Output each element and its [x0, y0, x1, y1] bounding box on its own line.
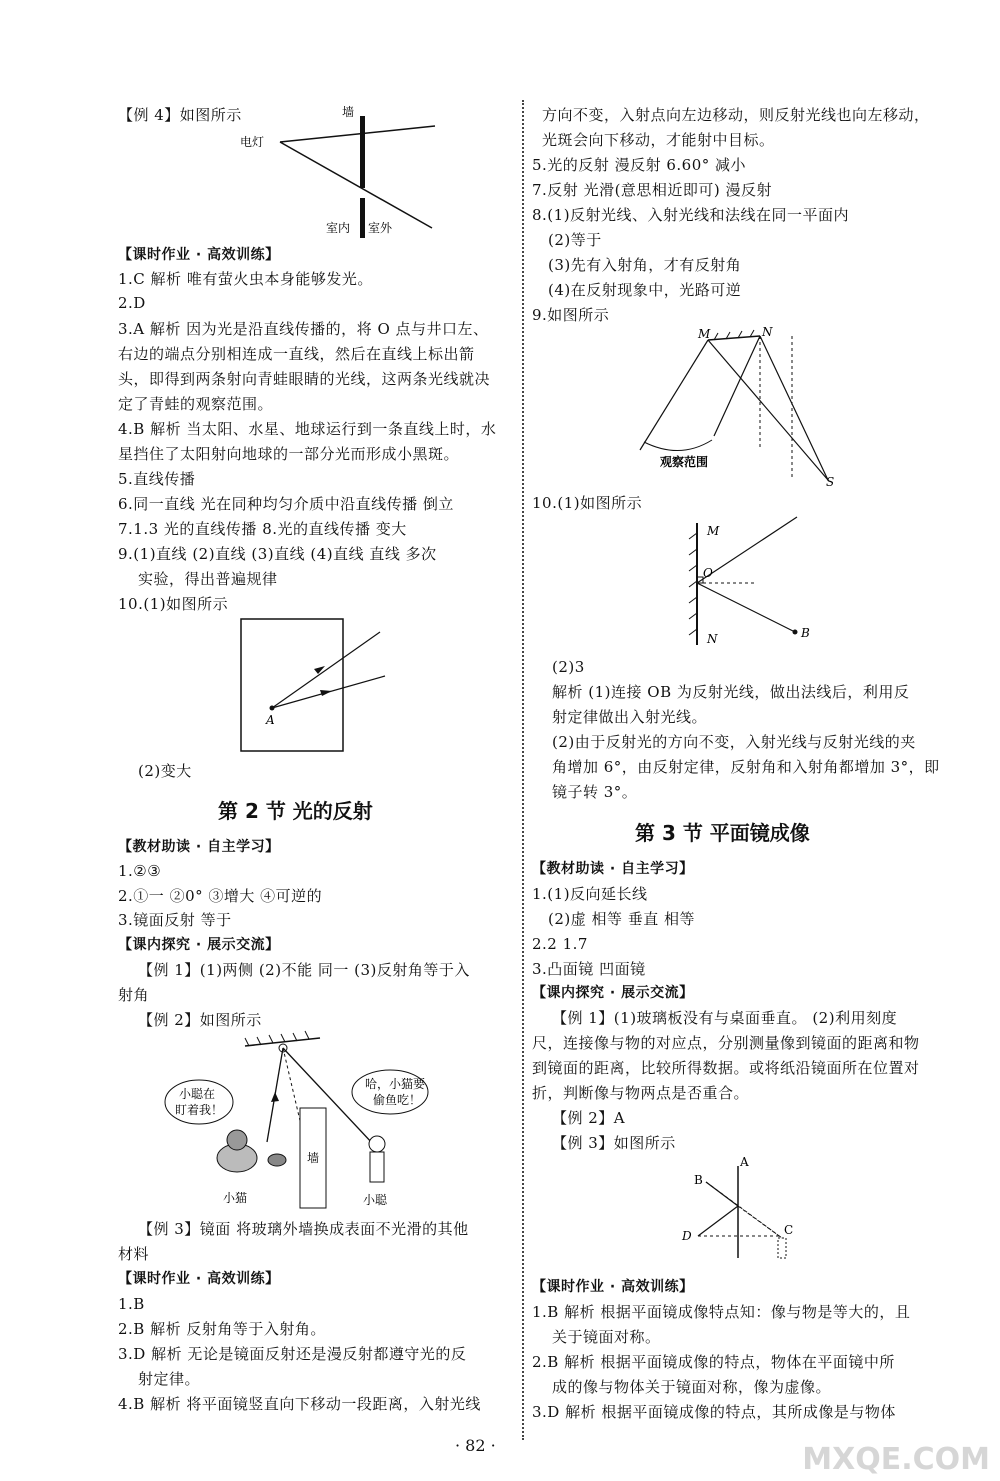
cat-label: 小猫: [223, 1191, 248, 1205]
point-o-label: O: [703, 566, 713, 580]
figure-observation-range: [640, 325, 840, 494]
figure-plane-mirror: [680, 1155, 800, 1267]
bubble-boy-line2: 偷鱼吃！: [373, 1093, 422, 1107]
text-line: 镜子转 3°。: [552, 783, 638, 801]
text-line: 定了青蛙的观察范围。: [118, 395, 274, 413]
text-line: 4.B 解析 将平面镜竖直向下移动一段距离，入射光线: [118, 1395, 481, 1413]
text-line: 2.2 1.7: [532, 935, 588, 953]
section-heading: 【课时作业 · 高效训练】: [118, 1271, 280, 1287]
wall-label: 墙: [342, 105, 355, 119]
inside-label: 室内: [326, 221, 351, 235]
text-line: 【例 1】(1)玻璃板没有与桌面垂直。 (2)利用刻度: [552, 1009, 898, 1027]
text-line: 4.B 解析 当太阳、水星、地球运行到一条直线上时，水: [118, 420, 497, 438]
point-a-label: A: [266, 713, 275, 727]
outside-label: 室外: [368, 221, 393, 235]
text-line: (2)变大: [138, 762, 192, 780]
text-line: 8.(1)反射光线、入射光线和法线在同一平面内: [532, 206, 850, 224]
text-line: 3.D 解析 根据平面镜成像的特点，其所成像是与物体: [532, 1403, 896, 1421]
section-heading: 【教材助读 · 自主学习】: [118, 839, 280, 855]
text-line: 尺，连接像与物的对应点，分别测量像到镜面的距离和物: [532, 1034, 920, 1052]
bubble-boy-line1: 哈，小猫要: [365, 1077, 426, 1091]
text-line: 2.D: [118, 294, 146, 312]
text-line: 2.B 解析 根据平面镜成像的特点，物体在平面镜中所: [532, 1353, 895, 1371]
text-line: 1.B 解析 根据平面镜成像特点知：像与物是等大的，且: [532, 1303, 911, 1321]
text-line: 6.同一直线 光在同种均匀介质中沿直线传播 倒立: [118, 495, 454, 513]
text-line: 星挡住了太阳射向地球的一部分光而形成小黑斑。: [118, 445, 460, 463]
point-m2-label: M: [707, 524, 720, 538]
text-line: (2)虚 相等 垂直 相等: [548, 910, 696, 928]
point-d-label: D: [682, 1229, 692, 1243]
text-line: 3.镜面反射 等于: [118, 911, 232, 929]
text-line: 【例 4】如图所示: [118, 106, 242, 124]
text-line: 材料: [118, 1245, 150, 1263]
text-line: 1.②③: [118, 862, 162, 880]
figure-mirror-mon: [685, 515, 815, 654]
text-line: 10.(1)如图所示: [118, 595, 229, 613]
bubble-cat-line2: 盯着我！: [175, 1103, 224, 1117]
text-line: 射定律做出入射光线。: [552, 708, 708, 726]
section-title-2: 第 2 节 光的反射: [218, 799, 373, 823]
bubble-cat-line1: 小聪在: [179, 1087, 216, 1101]
watermark-logo: MXQE.COM: [802, 1442, 990, 1477]
text-line: 7.1.3 光的直线传播 8.光的直线传播 变大: [118, 520, 407, 538]
point-b-label: B: [801, 626, 810, 640]
text-line: (3)先有入射角，才有反射角: [548, 256, 742, 274]
boy-label: 小聪: [363, 1193, 388, 1207]
text-line: (2)由于反射光的方向不变，入射光线与反射光线的夹: [552, 733, 916, 751]
text-line: (2)等于: [548, 231, 602, 249]
point-s-label: S: [826, 475, 835, 489]
point-b2-label: B: [694, 1173, 703, 1187]
text-line: 5.光的反射 漫反射 6.60° 减小: [532, 156, 747, 174]
figure-lamp-wall: [240, 105, 450, 242]
cat-drawing: [217, 1130, 286, 1172]
text-line: 2.B 解析 反射角等于入射角。: [118, 1320, 326, 1338]
text-line: 2.①一 ②0° ③增大 ④可逆的: [118, 887, 323, 905]
point-a2-label: A: [740, 1155, 749, 1169]
text-line: 3.A 解析 因为光是沿直线传播的，将 O 点与井口左、: [118, 320, 489, 338]
range-label: 观察范围: [660, 455, 709, 469]
text-line: 头，即得到两条射向青蛙眼睛的光线，这两条光线就决: [118, 370, 491, 388]
text-line: 角增加 6°，由反射定律，反射角和入射角都增加 3°，即: [552, 758, 940, 776]
text-line: 【例 3】镜面 将玻璃外墙换成表面不光滑的其他: [138, 1220, 469, 1238]
text-line: 【例 1】(1)两侧 (2)不能 同一 (3)反射角等于入: [138, 961, 470, 979]
text-line: 【例 2】如图所示: [138, 1011, 262, 1029]
section-heading: 【课内探究 · 展示交流】: [532, 985, 694, 1001]
text-line: (4)在反射现象中，光路可逆: [548, 281, 742, 299]
column-divider: [522, 100, 524, 1440]
text-line: 射定律。: [138, 1370, 201, 1388]
text-line: 9.如图所示: [532, 306, 610, 324]
point-m-label: M: [698, 327, 711, 341]
text-line: 光斑会向下移动，才能射中目标。: [542, 131, 775, 149]
wall-label-2: 墙: [307, 1151, 320, 1165]
text-line: 关于镜面对称。: [552, 1328, 661, 1346]
text-line: 10.(1)如图所示: [532, 494, 643, 512]
boy-drawing: [369, 1136, 385, 1182]
text-line: 成的像与物体关于镜面对称，像为虚像。: [552, 1378, 832, 1396]
point-n2-label: N: [707, 632, 718, 646]
figure-rays-to-a: [240, 618, 390, 757]
text-line: 1.(1)反向延长线: [532, 885, 648, 903]
text-line: 7.反射 光滑(意思相近即可) 漫反射: [532, 181, 773, 199]
text-line: 1.B: [118, 1295, 145, 1313]
section-heading: 【课时作业 · 高效训练】: [532, 1279, 694, 1295]
point-n-label: N: [762, 325, 773, 339]
text-line: 1.C 解析 唯有萤火虫本身能够发光。: [118, 270, 373, 288]
section-title-3: 第 3 节 平面镜成像: [635, 821, 810, 845]
text-line: 实验，得出普遍规律: [138, 570, 278, 588]
text-line: 折，判断像与物两点是否重合。: [532, 1084, 750, 1102]
text-line: 9.(1)直线 (2)直线 (3)直线 (4)直线 直线 多次: [118, 545, 437, 563]
text-line: (2)3: [552, 658, 585, 676]
text-line: 3.凸面镜 凹面镜: [532, 960, 646, 978]
lamp-label: 电灯: [240, 135, 265, 149]
text-line: 解析 (1)连接 OB 为反射光线，做出法线后，利用反: [552, 683, 910, 701]
text-line: 到镜面的距离，比较所得数据。或将纸沿镜面所在位置对: [532, 1059, 920, 1077]
text-line: 5.直线传播: [118, 470, 196, 488]
section-heading: 【课内探究 · 展示交流】: [118, 937, 280, 953]
page-number: · 82 ·: [455, 1436, 496, 1455]
text-line: 右边的端点分别相连成一直线，然后在直线上标出箭: [118, 345, 475, 363]
figure-cat-boy: [165, 1032, 435, 1211]
point-c-label: C: [784, 1223, 794, 1237]
text-line: 【例 2】A: [552, 1109, 626, 1127]
text-line: 射角: [118, 986, 150, 1004]
text-line: 【例 3】如图所示: [552, 1134, 676, 1152]
text-line: 3.D 解析 无论是镜面反射还是漫反射都遵守光的反: [118, 1345, 467, 1363]
section-heading: 【课时作业 · 高效训练】: [118, 247, 280, 263]
section-heading: 【教材助读 · 自主学习】: [532, 861, 694, 877]
text-line: 方向不变，入射点向左边移动，则反射光线也向左移动，: [542, 106, 930, 124]
